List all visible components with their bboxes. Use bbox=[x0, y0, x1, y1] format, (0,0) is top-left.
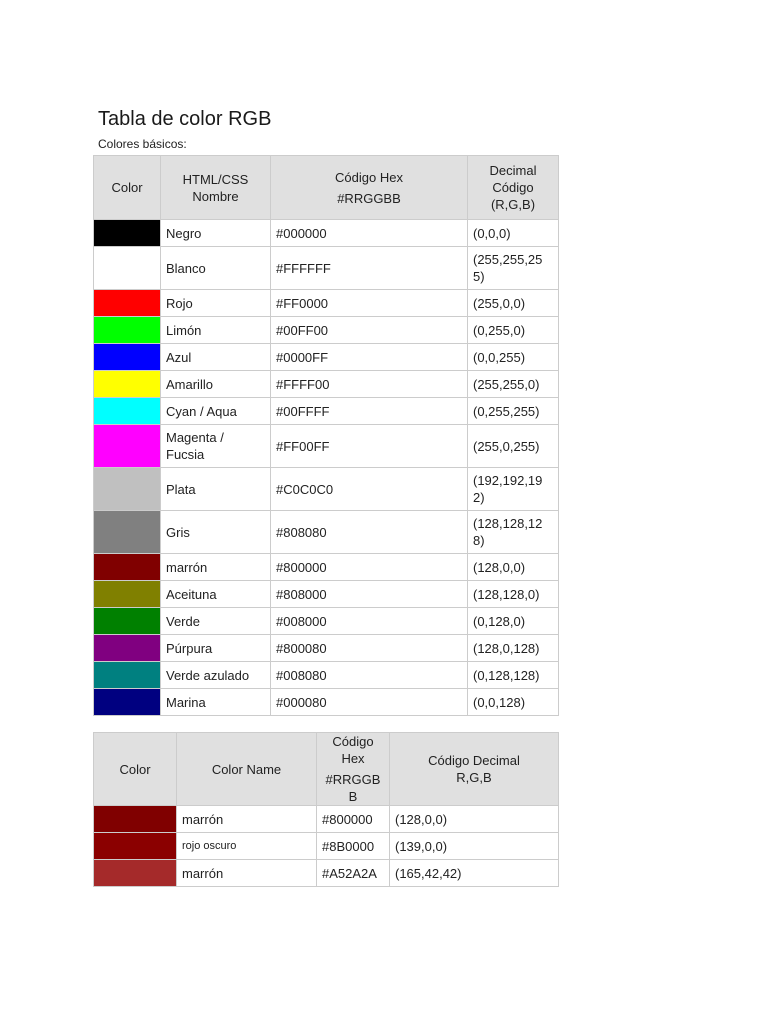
hex-code-cell: #FFFFFF bbox=[271, 247, 468, 290]
table-row bbox=[94, 608, 559, 635]
color-name-cell: Azul bbox=[161, 344, 271, 371]
color-name-cell: Verde bbox=[161, 608, 271, 635]
decimal-code-cell: (128,0,0) bbox=[468, 554, 559, 581]
hex-code-cell: #FFFF00 bbox=[271, 371, 468, 398]
hex-code-cell: #000000 bbox=[271, 220, 468, 247]
hex-code-cell: #008080 bbox=[271, 662, 468, 689]
decimal-code-cell: (0,0,0) bbox=[468, 220, 559, 247]
table-row bbox=[94, 398, 559, 425]
page-title: Tabla de color RGB bbox=[98, 108, 272, 130]
color-swatch bbox=[94, 220, 161, 247]
hex-code-cell: #A52A2A bbox=[317, 860, 390, 887]
color-name-cell: Magenta / Fucsia bbox=[161, 425, 271, 468]
decimal-code-cell: (0,128,0) bbox=[468, 608, 559, 635]
header-hex: Código Hex #RRGGBB bbox=[271, 156, 468, 220]
color-name-cell: Gris bbox=[161, 511, 271, 554]
color-swatch bbox=[94, 425, 161, 468]
decimal-code-cell: (0,255,0) bbox=[468, 317, 559, 344]
table-row bbox=[94, 317, 559, 344]
hex-code-cell: #00FFFF bbox=[271, 398, 468, 425]
color-name-cell: marrón bbox=[177, 806, 317, 833]
hex-code-cell: #FF00FF bbox=[271, 425, 468, 468]
color-swatch bbox=[94, 344, 161, 371]
table-row bbox=[94, 581, 559, 608]
decimal-code-cell: (255,0,255) bbox=[468, 425, 559, 468]
table-row bbox=[94, 635, 559, 662]
color-name-cell: Rojo bbox=[161, 290, 271, 317]
hex-code-cell: #800000 bbox=[317, 806, 390, 833]
color-swatch bbox=[94, 860, 177, 887]
color-swatch bbox=[94, 247, 161, 290]
table-row bbox=[94, 290, 559, 317]
header-color: Color bbox=[94, 733, 177, 806]
color-name-cell: marrón bbox=[177, 860, 317, 887]
color-name-cell: rojo oscuro bbox=[177, 833, 317, 860]
hex-code-cell: #8B0000 bbox=[317, 833, 390, 860]
hex-code-cell: #800080 bbox=[271, 635, 468, 662]
subtitle: Colores básicos: bbox=[98, 137, 187, 151]
table-row bbox=[94, 247, 559, 290]
header-color: Color bbox=[94, 156, 161, 220]
hex-code-cell: #808000 bbox=[271, 581, 468, 608]
table-row bbox=[94, 371, 559, 398]
decimal-code-cell: (0,0,255) bbox=[468, 344, 559, 371]
basic-colors-table bbox=[93, 155, 559, 716]
color-name-cell: Marina bbox=[161, 689, 271, 716]
color-swatch bbox=[94, 833, 177, 860]
red-shades-table bbox=[93, 732, 559, 887]
decimal-code-cell: (255,255,0) bbox=[468, 371, 559, 398]
decimal-code-cell: (0,128,128) bbox=[468, 662, 559, 689]
color-name-cell: Amarillo bbox=[161, 371, 271, 398]
table-row bbox=[94, 554, 559, 581]
table-row bbox=[94, 662, 559, 689]
color-name-cell: Blanco bbox=[161, 247, 271, 290]
table-header-row bbox=[94, 156, 559, 220]
table-row bbox=[94, 344, 559, 371]
decimal-code-cell: (128,0,128) bbox=[468, 635, 559, 662]
color-swatch bbox=[94, 511, 161, 554]
hex-code-cell: #00FF00 bbox=[271, 317, 468, 344]
table-row bbox=[94, 511, 559, 554]
color-name-cell: Limón bbox=[161, 317, 271, 344]
color-swatch bbox=[94, 635, 161, 662]
header-hex: Código Hex #RRGGB B bbox=[317, 733, 390, 806]
color-name-cell: Aceituna bbox=[161, 581, 271, 608]
color-name-cell: marrón bbox=[161, 554, 271, 581]
decimal-code-cell: (165,42,42) bbox=[390, 860, 559, 887]
hex-code-cell: #FF0000 bbox=[271, 290, 468, 317]
color-swatch bbox=[94, 371, 161, 398]
table-row bbox=[94, 220, 559, 247]
table-row bbox=[94, 468, 559, 511]
color-swatch bbox=[94, 689, 161, 716]
decimal-code-cell: (128,128,128) bbox=[468, 511, 559, 554]
color-swatch bbox=[94, 806, 177, 833]
color-name-cell: Negro bbox=[161, 220, 271, 247]
color-swatch bbox=[94, 608, 161, 635]
table-row bbox=[94, 860, 559, 887]
table-row bbox=[94, 425, 559, 468]
header-decimal: Código Decimal R,G,B bbox=[390, 733, 559, 806]
hex-code-cell: #C0C0C0 bbox=[271, 468, 468, 511]
decimal-code-cell: (192,192,192) bbox=[468, 468, 559, 511]
color-swatch bbox=[94, 554, 161, 581]
color-name-cell: Verde azulado bbox=[161, 662, 271, 689]
table-header-row bbox=[94, 733, 559, 806]
color-name-cell: Plata bbox=[161, 468, 271, 511]
decimal-code-cell: (255,255,255) bbox=[468, 247, 559, 290]
header-name: HTML/CSS Nombre bbox=[161, 156, 271, 220]
color-name-cell: Púrpura bbox=[161, 635, 271, 662]
color-swatch bbox=[94, 317, 161, 344]
color-swatch bbox=[94, 398, 161, 425]
table-row bbox=[94, 833, 559, 860]
decimal-code-cell: (139,0,0) bbox=[390, 833, 559, 860]
hex-code-cell: #0000FF bbox=[271, 344, 468, 371]
hex-code-cell: #800000 bbox=[271, 554, 468, 581]
hex-code-cell: #808080 bbox=[271, 511, 468, 554]
color-name-cell: Cyan / Aqua bbox=[161, 398, 271, 425]
color-swatch bbox=[94, 468, 161, 511]
table-row bbox=[94, 689, 559, 716]
decimal-code-cell: (0,0,128) bbox=[468, 689, 559, 716]
decimal-code-cell: (0,255,255) bbox=[468, 398, 559, 425]
table-row bbox=[94, 806, 559, 833]
color-swatch bbox=[94, 581, 161, 608]
color-swatch bbox=[94, 290, 161, 317]
decimal-code-cell: (255,0,0) bbox=[468, 290, 559, 317]
decimal-code-cell: (128,128,0) bbox=[468, 581, 559, 608]
decimal-code-cell: (128,0,0) bbox=[390, 806, 559, 833]
header-color-name: Color Name bbox=[177, 733, 317, 806]
hex-code-cell: #000080 bbox=[271, 689, 468, 716]
hex-code-cell: #008000 bbox=[271, 608, 468, 635]
header-decimal: Decimal Código (R,G,B) bbox=[468, 156, 559, 220]
color-swatch bbox=[94, 662, 161, 689]
